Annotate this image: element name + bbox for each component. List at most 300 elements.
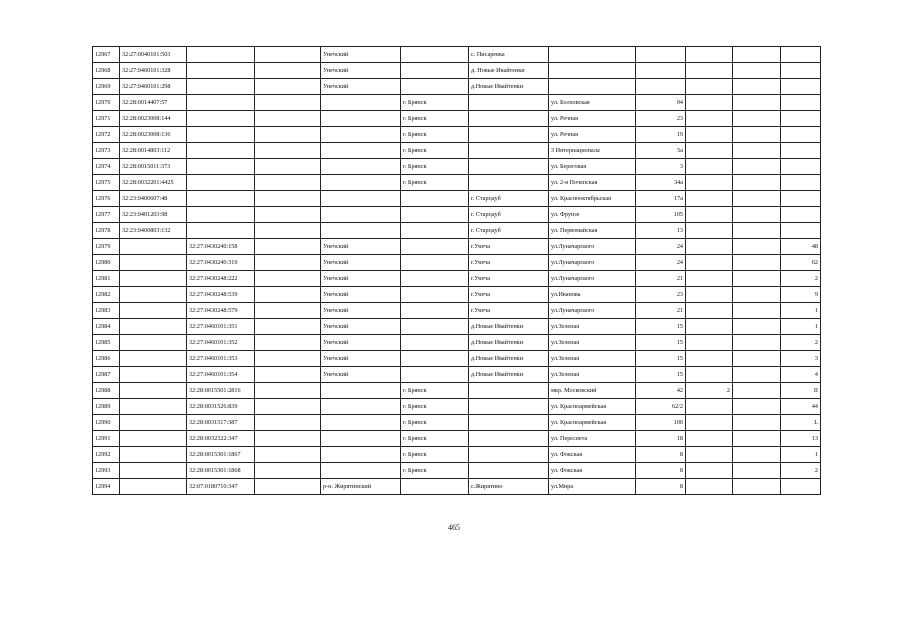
cell-blank-column [255, 95, 321, 111]
table-row [93, 383, 821, 399]
cell-cadastral-number-a [120, 383, 187, 399]
cell-house-number: 15 [636, 319, 686, 335]
cell-settlement: г.Унеча [469, 271, 549, 287]
cell-house-number: 23 [636, 287, 686, 303]
cell-settlement: г. Стародуб [469, 191, 549, 207]
table-row [93, 479, 821, 495]
cell-house-number [636, 63, 686, 79]
table-row [93, 303, 821, 319]
cell-house-number: 94 [636, 95, 686, 111]
cell-apartment: 1 [781, 447, 821, 463]
cell-apartment [781, 223, 821, 239]
cell-street: ул.Зеленая [549, 351, 636, 367]
cell-apartment-extra [733, 415, 781, 431]
cell-district: Унечский [321, 287, 401, 303]
cell-cadastral-number-a [120, 399, 187, 415]
cell-house-number: 24 [636, 239, 686, 255]
cell-apartment [781, 175, 821, 191]
cell-apartment-extra [733, 207, 781, 223]
cell-cadastral-number-a: 32:27:0460101:298 [120, 79, 187, 95]
cell-blank-column [255, 383, 321, 399]
cell-cadastral-number-b: 32:27:0430240:158 [187, 239, 255, 255]
cell-settlement [469, 127, 549, 143]
cell-cadastral-number-b [187, 127, 255, 143]
cell-cadastral-number-b: 32:28:0015301:1867 [187, 447, 255, 463]
cell-building [686, 111, 733, 127]
table-row [93, 351, 821, 367]
cell-city [401, 287, 469, 303]
table-row [93, 399, 821, 415]
cell-apartment: 1 [781, 319, 821, 335]
cell-cadastral-number-a: 32:23:0400607:48 [120, 191, 187, 207]
cell-apartment-extra [733, 175, 781, 191]
cell-apartment-extra [733, 111, 781, 127]
cell-apartment-extra [733, 463, 781, 479]
cell-apartment [781, 47, 821, 63]
cell-house-number: 21 [636, 271, 686, 287]
cell-apartment-extra [733, 287, 781, 303]
cell-street: ул. Пересвета [549, 431, 636, 447]
registry-table-body [93, 47, 821, 495]
cell-row-number: 12974 [93, 159, 120, 175]
cell-street [549, 79, 636, 95]
cell-apartment-extra [733, 95, 781, 111]
cell-cadastral-number-a: 32:28:0032201:4425 [120, 175, 187, 191]
cell-district: Унечский [321, 255, 401, 271]
table-row [93, 255, 821, 271]
cell-building [686, 463, 733, 479]
cell-cadastral-number-b [187, 175, 255, 191]
table-row [93, 63, 821, 79]
cell-cadastral-number-a [120, 255, 187, 271]
cell-district [321, 463, 401, 479]
cell-cadastral-number-a [120, 415, 187, 431]
cell-building [686, 143, 733, 159]
cell-apartment: 2 [781, 271, 821, 287]
cell-building [686, 447, 733, 463]
cell-house-number: 105 [636, 207, 686, 223]
cell-house-number: 8 [636, 447, 686, 463]
cell-apartment-extra [733, 351, 781, 367]
cell-house-number: 100 [636, 415, 686, 431]
cell-settlement: г.Унеча [469, 239, 549, 255]
cell-cadastral-number-b: 32:27:0460101:351 [187, 319, 255, 335]
cell-cadastral-number-b: 32:07:0180710:347 [187, 479, 255, 495]
cell-cadastral-number-b: 32:27:0460101:354 [187, 367, 255, 383]
cell-cadastral-number-b: 32:28:0032322:347 [187, 431, 255, 447]
cell-street: ул.Луначарского [549, 271, 636, 287]
cell-building [686, 479, 733, 495]
cell-district: Унечский [321, 79, 401, 95]
cell-cadastral-number-a: 32:28:0014407:57 [120, 95, 187, 111]
table-row [93, 191, 821, 207]
cell-apartment-extra [733, 143, 781, 159]
cell-settlement [469, 463, 549, 479]
cell-street: ул. Фрунзе [549, 207, 636, 223]
cell-apartment: 2 [781, 463, 821, 479]
cell-street: ул. 2-я Почепская [549, 175, 636, 191]
cell-street: ул. Красноармейская [549, 415, 636, 431]
cell-city [401, 319, 469, 335]
cell-blank-column [255, 239, 321, 255]
cell-apartment: 1 [781, 303, 821, 319]
page-number: 465 [448, 523, 460, 532]
table-row [93, 415, 821, 431]
cell-apartment-extra [733, 335, 781, 351]
cell-house-number: 24 [636, 255, 686, 271]
cell-blank-column [255, 431, 321, 447]
cell-row-number: 12993 [93, 463, 120, 479]
cell-building [686, 95, 733, 111]
table-row [93, 223, 821, 239]
table-row [93, 95, 821, 111]
cell-cadastral-number-b: 32:27:0430248:222 [187, 271, 255, 287]
cell-apartment: 62 [781, 255, 821, 271]
cell-blank-column [255, 47, 321, 63]
cell-cadastral-number-b: 32:27:0430240:319 [187, 255, 255, 271]
cell-house-number: 62/2 [636, 399, 686, 415]
cell-building [686, 335, 733, 351]
cell-settlement: г.Унеча [469, 287, 549, 303]
cell-street [549, 47, 636, 63]
cell-building [686, 127, 733, 143]
cell-house-number: 15 [636, 351, 686, 367]
cell-street: ул. Краснооктябрьская [549, 191, 636, 207]
cell-cadastral-number-b: 32:27:0460101:353 [187, 351, 255, 367]
cell-district [321, 207, 401, 223]
cell-apartment-extra [733, 367, 781, 383]
cell-street [549, 63, 636, 79]
cell-building [686, 431, 733, 447]
cell-settlement [469, 383, 549, 399]
cell-city: г. Брянск [401, 143, 469, 159]
cell-house-number: 13 [636, 223, 686, 239]
table-row [93, 159, 821, 175]
cell-settlement: с. Писаревка [469, 47, 549, 63]
cell-cadastral-number-b [187, 143, 255, 159]
cell-cadastral-number-a [120, 287, 187, 303]
cell-cadastral-number-b [187, 159, 255, 175]
cell-cadastral-number-b [187, 111, 255, 127]
cell-apartment [781, 63, 821, 79]
cell-blank-column [255, 175, 321, 191]
cell-apartment [781, 143, 821, 159]
cell-district [321, 143, 401, 159]
cell-cadastral-number-a [120, 431, 187, 447]
cell-district [321, 399, 401, 415]
cell-cadastral-number-a [120, 319, 187, 335]
cell-district [321, 111, 401, 127]
cell-street: ул. Береговая [549, 159, 636, 175]
cell-blank-column [255, 271, 321, 287]
cell-building [686, 207, 733, 223]
cell-city: г. Брянск [401, 111, 469, 127]
table-row [93, 431, 821, 447]
cell-city [401, 63, 469, 79]
table-row [93, 127, 821, 143]
cell-house-number: 34а [636, 175, 686, 191]
cell-district: Унечский [321, 367, 401, 383]
cell-district [321, 431, 401, 447]
cell-city [401, 303, 469, 319]
cell-street: ул. Болховская [549, 95, 636, 111]
cell-cadastral-number-b: 32:27:0430248:539 [187, 287, 255, 303]
cell-settlement [469, 447, 549, 463]
cell-apartment-extra [733, 447, 781, 463]
cell-district: Унечский [321, 335, 401, 351]
cell-settlement: г.Унеча [469, 255, 549, 271]
cell-row-number: 12994 [93, 479, 120, 495]
cell-blank-column [255, 399, 321, 415]
cell-settlement: д.Новые Ивайтенки [469, 319, 549, 335]
cell-row-number: 12990 [93, 415, 120, 431]
cell-settlement: г. Стародуб [469, 223, 549, 239]
cell-cadastral-number-a [120, 335, 187, 351]
cell-cadastral-number-a [120, 367, 187, 383]
cell-row-number: 12988 [93, 383, 120, 399]
cell-house-number: 17а [636, 191, 686, 207]
cell-building [686, 191, 733, 207]
cell-row-number: 12980 [93, 255, 120, 271]
cell-apartment-extra [733, 319, 781, 335]
cell-street: ул. Речная [549, 127, 636, 143]
cell-street: 3 Интернационала [549, 143, 636, 159]
cell-building [686, 223, 733, 239]
cell-apartment [781, 111, 821, 127]
cell-row-number: 12968 [93, 63, 120, 79]
cell-blank-column [255, 479, 321, 495]
cell-district: Унечский [321, 351, 401, 367]
cell-city: г. Брянск [401, 127, 469, 143]
cell-cadastral-number-b [187, 207, 255, 223]
cell-district [321, 223, 401, 239]
cell-city [401, 207, 469, 223]
cell-settlement: д.Новые Ивайтенки [469, 367, 549, 383]
cell-apartment-extra [733, 159, 781, 175]
cell-apartment: L [781, 415, 821, 431]
cell-blank-column [255, 111, 321, 127]
cell-apartment-extra [733, 271, 781, 287]
cell-district [321, 159, 401, 175]
cell-row-number: 12972 [93, 127, 120, 143]
cell-apartment-extra [733, 383, 781, 399]
cell-blank-column [255, 319, 321, 335]
cell-city: г. Брянск [401, 415, 469, 431]
cell-cadastral-number-b: 32:27:0460101:352 [187, 335, 255, 351]
cell-district: Унечский [321, 271, 401, 287]
cell-street: ул.Зеленая [549, 335, 636, 351]
table-row [93, 47, 821, 63]
cell-row-number: 12982 [93, 287, 120, 303]
cell-district [321, 175, 401, 191]
cell-house-number: 19 [636, 127, 686, 143]
table-row [93, 319, 821, 335]
table-row [93, 447, 821, 463]
cell-cadastral-number-a [120, 303, 187, 319]
cell-settlement [469, 111, 549, 127]
cell-street: ул.Луначарского [549, 255, 636, 271]
cell-city: г. Брянск [401, 383, 469, 399]
cell-city [401, 79, 469, 95]
cell-building [686, 319, 733, 335]
cell-district: Унечский [321, 319, 401, 335]
cell-building [686, 367, 733, 383]
cell-cadastral-number-a: 32:23:0401203:98 [120, 207, 187, 223]
cell-apartment [781, 207, 821, 223]
cell-street: мкр. Московский [549, 383, 636, 399]
cell-blank-column [255, 463, 321, 479]
cell-apartment-extra [733, 255, 781, 271]
cell-apartment: II [781, 383, 821, 399]
cell-settlement: г. Стародуб [469, 207, 549, 223]
cell-cadastral-number-a: 32:28:0023008:144 [120, 111, 187, 127]
cell-street: ул.Иванова [549, 287, 636, 303]
cell-street: ул. Фокская [549, 447, 636, 463]
cell-apartment-extra [733, 479, 781, 495]
cell-apartment-extra [733, 79, 781, 95]
cell-settlement [469, 431, 549, 447]
cell-district [321, 95, 401, 111]
cell-city: г. Брянск [401, 463, 469, 479]
cell-city [401, 255, 469, 271]
cell-house-number: 42 [636, 383, 686, 399]
cell-row-number: 12992 [93, 447, 120, 463]
cell-row-number: 12986 [93, 351, 120, 367]
cell-cadastral-number-a: 32:28:0014803:112 [120, 143, 187, 159]
table-row [93, 367, 821, 383]
cell-cadastral-number-a [120, 463, 187, 479]
cell-district: Унечский [321, 303, 401, 319]
cell-cadastral-number-a: 32:28:0015011:373 [120, 159, 187, 175]
cell-house-number: 18 [636, 431, 686, 447]
cell-cadastral-number-b: 32:28:0015301:1868 [187, 463, 255, 479]
cell-street: ул. Красноармейская [549, 399, 636, 415]
cell-building [686, 287, 733, 303]
cell-apartment-extra [733, 127, 781, 143]
cell-row-number: 12967 [93, 47, 120, 63]
table-row [93, 239, 821, 255]
cell-district: Унечский [321, 47, 401, 63]
cell-apartment-extra [733, 399, 781, 415]
cell-building [686, 399, 733, 415]
cell-apartment: 3 [781, 351, 821, 367]
cell-blank-column [255, 223, 321, 239]
cell-cadastral-number-a: 32:27:0040101:503 [120, 47, 187, 63]
cell-building [686, 271, 733, 287]
cell-row-number: 12983 [93, 303, 120, 319]
cell-city [401, 271, 469, 287]
table-row [93, 271, 821, 287]
cell-apartment [781, 127, 821, 143]
cell-city [401, 367, 469, 383]
cell-house-number: 15 [636, 335, 686, 351]
cell-city: г. Брянск [401, 159, 469, 175]
cell-district [321, 191, 401, 207]
cell-row-number: 12978 [93, 223, 120, 239]
cell-city: г. Брянск [401, 175, 469, 191]
cell-district [321, 447, 401, 463]
cell-building [686, 159, 733, 175]
table-row [93, 143, 821, 159]
cell-city: г. Брянск [401, 399, 469, 415]
cell-blank-column [255, 191, 321, 207]
cell-apartment: 13 [781, 431, 821, 447]
cell-apartment [781, 159, 821, 175]
cell-cadastral-number-a [120, 447, 187, 463]
table-row [93, 79, 821, 95]
cell-cadastral-number-a [120, 351, 187, 367]
cell-settlement: д. Новые Ивайтенки [469, 63, 549, 79]
cell-blank-column [255, 287, 321, 303]
cell-apartment [781, 479, 821, 495]
cell-district: Унечский [321, 63, 401, 79]
cell-settlement: д.Новые Ивайтенки [469, 351, 549, 367]
table-row [93, 111, 821, 127]
table-row [93, 175, 821, 191]
cell-blank-column [255, 367, 321, 383]
cell-building [686, 255, 733, 271]
cell-house-number [636, 47, 686, 63]
cell-city: г. Брянск [401, 447, 469, 463]
cell-row-number: 12991 [93, 431, 120, 447]
cell-street: ул.Луначарского [549, 239, 636, 255]
cell-city: г. Брянск [401, 95, 469, 111]
cell-cadastral-number-a [120, 239, 187, 255]
cell-blank-column [255, 351, 321, 367]
cell-city [401, 351, 469, 367]
cell-city [401, 223, 469, 239]
cell-apartment-extra [733, 63, 781, 79]
cell-street: ул. Первомайская [549, 223, 636, 239]
cell-row-number: 12970 [93, 95, 120, 111]
cell-apartment-extra [733, 47, 781, 63]
cell-cadastral-number-b [187, 95, 255, 111]
cell-cadastral-number-a: 32:23:0400803:132 [120, 223, 187, 239]
cell-row-number: 12973 [93, 143, 120, 159]
table-row [93, 287, 821, 303]
cell-building [686, 175, 733, 191]
cell-row-number: 12976 [93, 191, 120, 207]
cell-building [686, 351, 733, 367]
cell-building [686, 47, 733, 63]
cell-cadastral-number-b [187, 63, 255, 79]
cell-blank-column [255, 303, 321, 319]
cell-settlement [469, 143, 549, 159]
cell-apartment-extra [733, 303, 781, 319]
cell-cadastral-number-b [187, 223, 255, 239]
cell-row-number: 12969 [93, 79, 120, 95]
cell-street: ул. Речная [549, 111, 636, 127]
cell-settlement: г.Унеча [469, 303, 549, 319]
table-row [93, 335, 821, 351]
cell-house-number: 21 [636, 303, 686, 319]
cell-city [401, 47, 469, 63]
cell-apartment: 4 [781, 367, 821, 383]
cell-apartment [781, 79, 821, 95]
cell-blank-column [255, 335, 321, 351]
cell-apartment-extra [733, 431, 781, 447]
cell-row-number: 12979 [93, 239, 120, 255]
cell-blank-column [255, 447, 321, 463]
cell-city [401, 479, 469, 495]
cell-house-number: 8 [636, 463, 686, 479]
cell-row-number: 12985 [93, 335, 120, 351]
cell-cadastral-number-b [187, 79, 255, 95]
cell-district [321, 127, 401, 143]
cell-cadastral-number-b [187, 191, 255, 207]
cell-street: ул. Фокская [549, 463, 636, 479]
cell-house-number: 3 [636, 159, 686, 175]
